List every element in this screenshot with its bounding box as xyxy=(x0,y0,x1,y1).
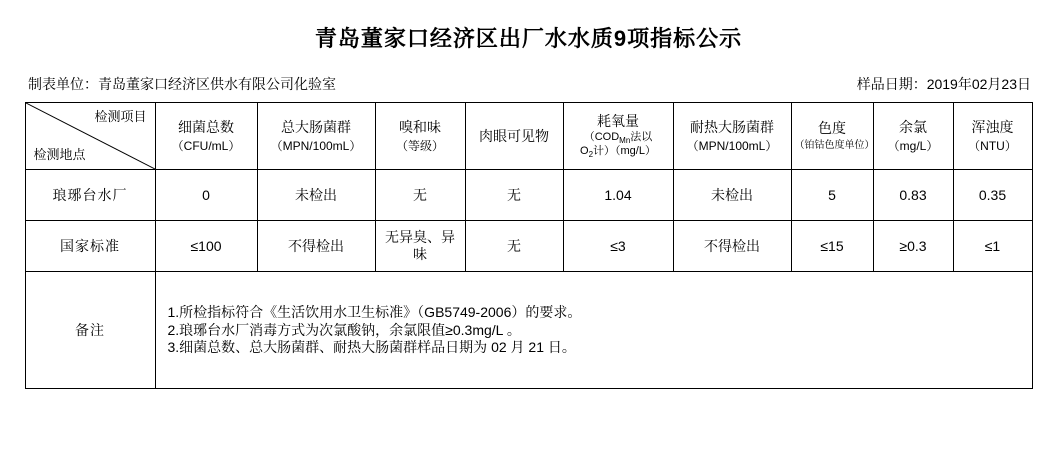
cell-standard-bacteria: ≤100 xyxy=(155,221,257,272)
cell-plant-odor-taste: 无 xyxy=(375,170,465,221)
column-header-turbidity: 浑浊度 （NTU） xyxy=(953,103,1032,170)
table-header-row xyxy=(25,103,1032,170)
cell-plant-total-coliform: 未检出 xyxy=(257,170,375,221)
notes-row xyxy=(25,272,1032,389)
sample-date-label: 样品日期：2019年02月23日 xyxy=(856,76,1031,93)
cell-standard-visible-matter: 无 xyxy=(465,221,563,272)
column-header-cod: 耗氧量 （$COD_{Mn}$法以 $O_2$计）（mg/L） xyxy=(563,103,673,170)
maker-label: 制表单位：青岛董家口经济区供水有限公司化验室 xyxy=(28,76,336,93)
column-header-residual-chlorine: 余氯 （mg/L） xyxy=(873,103,953,170)
row-label-plant: 琅琊台水厂 xyxy=(25,170,155,221)
header-corner-bottom-label: 检测地点 xyxy=(33,147,86,163)
cell-standard-turbidity: ≤1 xyxy=(953,221,1032,272)
column-header-bacteria: 细菌总数 （CFU/mL） xyxy=(155,103,257,170)
meta-row xyxy=(28,74,1031,94)
document-page xyxy=(0,26,1057,468)
note-line-1: 1.所检指标符合《生活饮用水卫生标准》（GB5749-2006）的要求。 xyxy=(167,304,582,321)
water-quality-table xyxy=(25,102,1033,389)
cell-plant-turbidity: 0.35 xyxy=(953,170,1032,221)
column-header-total-coliform: 总大肠菌群 （MPN/100mL） xyxy=(257,103,375,170)
cell-plant-chroma: 5 xyxy=(791,170,873,221)
cell-standard-total-coliform: 不得检出 xyxy=(257,221,375,272)
notes-content xyxy=(155,272,1032,389)
cell-plant-residual-chlorine: 0.83 xyxy=(873,170,953,221)
cell-plant-visible-matter: 无 xyxy=(465,170,563,221)
cod-unit-line-1: （$COD_{Mn}$法以 xyxy=(583,130,653,145)
header-corner-cell xyxy=(25,103,155,170)
column-header-thermotolerant-coliform: 耐热大肠菌群 （MPN/100mL） xyxy=(673,103,791,170)
cell-standard-chroma: ≤15 xyxy=(791,221,873,272)
column-header-odor-taste: 嗅和味 （等级） xyxy=(375,103,465,170)
cell-standard-residual-chlorine: ≥0.3 xyxy=(873,221,953,272)
page-title: 青岛董家口经济区出厂水水质9项指标公示 xyxy=(314,26,743,51)
row-label-national-standard: 国家标准 xyxy=(25,221,155,272)
cell-standard-thermotolerant-coliform: 不得检出 xyxy=(673,221,791,272)
column-header-chroma: 色度 （铂钴色度单位） xyxy=(791,103,873,170)
table-row xyxy=(25,221,1032,272)
cell-standard-cod: ≤3 xyxy=(563,221,673,272)
note-line-3: 3.细菌总数、总大肠菌群、耐热大肠菌群样品日期为 02 月 21 日。 xyxy=(167,339,576,356)
cod-unit-line-2: $O_2$计）（mg/L） xyxy=(580,145,656,160)
column-header-visible-matter: 肉眼可见物 xyxy=(465,103,563,170)
note-line-2: 2.琅琊台水厂消毒方式为次氯酸钠，余氯限值≥0.3mg/L 。 xyxy=(167,321,521,338)
table-row xyxy=(25,170,1032,221)
header-corner-top-label: 检测项目 xyxy=(94,109,147,125)
cell-plant-thermotolerant-coliform: 未检出 xyxy=(673,170,791,221)
cell-plant-bacteria: 0 xyxy=(155,170,257,221)
cell-plant-cod: 1.04 xyxy=(563,170,673,221)
notes-label: 备注 xyxy=(25,272,155,389)
cell-standard-odor-taste: 无异臭、异味 xyxy=(375,221,465,272)
